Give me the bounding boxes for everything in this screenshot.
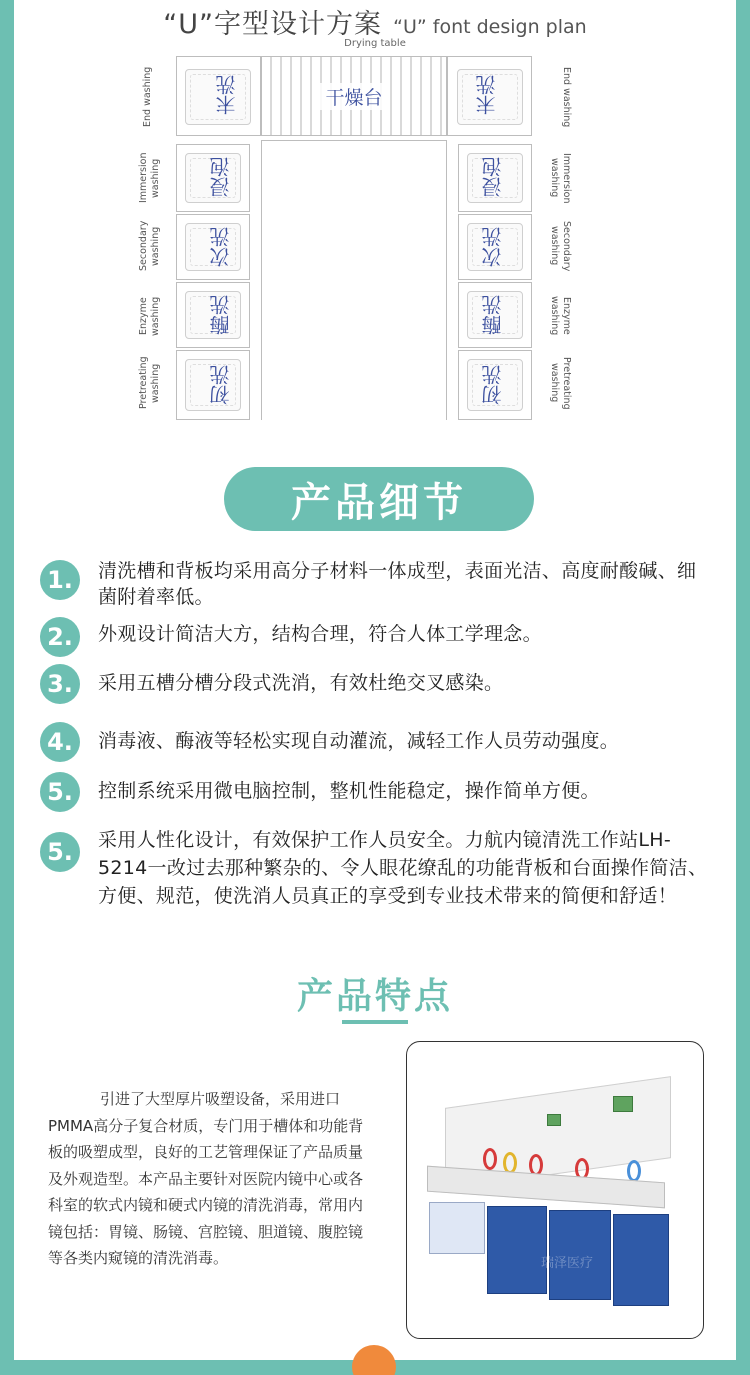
- right-slot-secondary: [458, 214, 532, 280]
- diagram-title: [14, 2, 736, 41]
- left-slot-secondary-label: 次洗: [209, 227, 233, 267]
- drying-table-cn-label: 干燥台: [319, 83, 388, 110]
- drying-table-en-label: Drying table: [344, 38, 406, 49]
- detail-badge-3: 3.: [40, 664, 80, 704]
- detail-item-4: [40, 722, 720, 762]
- detail-item-5: [40, 772, 720, 812]
- u-design-diagram: [14, 0, 736, 440]
- right-slot-enzyme-label: 酶洗: [481, 295, 505, 335]
- left-slot-end-label: 末洗: [215, 75, 239, 115]
- product-cabinet-glass: [429, 1202, 485, 1254]
- detail-badge-1: 1.: [40, 560, 80, 600]
- right-slot-end-label: 末洗: [475, 75, 499, 115]
- left-slot-enzyme: [176, 282, 250, 348]
- features-text: 引进了大型厚片吸塑设备，采用进口PMMA高分子复合材质，专门用于槽体和功能背板的吸塑成型，良好的工艺管理保证了产品质量及外观造型。本产品主要针对医院内镜中心或各科室的软式内镜和硬式内镜的清洗消毒，常用内镜包括：胃镜、肠镜、宫腔镜、胆道镜、腹腔镜等各类内窥镜的清洗消毒。: [48, 1090, 364, 1267]
- features-title: 产品特点: [296, 976, 453, 1017]
- detail-badge-6: 5.: [40, 832, 80, 872]
- detail-item-3: [40, 664, 720, 704]
- left-en-immersion: Immersion washing: [138, 152, 161, 204]
- left-slot-secondary: [176, 214, 250, 280]
- left-slot-immersion-label: 浸泡: [209, 157, 233, 197]
- detail-text-1: 清洗槽和背板均采用高分子材料一体成型，表面光洁、高度耐酸碱、细菌附着率低。: [98, 560, 697, 608]
- right-slot-pretreating: [458, 350, 532, 420]
- detail-item-2: [40, 617, 720, 657]
- left-en-pretreating: Pretreating washing: [138, 356, 161, 410]
- details-title-pill: 产品细节: [224, 467, 534, 531]
- control-screen-icon: [613, 1096, 633, 1112]
- left-slot-pretreating: [176, 350, 250, 420]
- content-card: [14, 0, 736, 1360]
- detail-text-4: 消毒液、酶液等轻松实现自动灌流，减轻工作人员劳动强度。: [98, 730, 620, 752]
- right-slot-secondary-label: 次洗: [481, 227, 505, 267]
- right-slot-enzyme: [458, 282, 532, 348]
- diagram-title-cn: “U”字型设计方案: [163, 9, 383, 40]
- left-en-end: End washing: [142, 66, 153, 128]
- detail-text-5: 控制系统采用微电脑控制，整机性能稳定，操作简单方便。: [98, 780, 600, 802]
- right-en-enzyme: Enzyme washing: [549, 296, 572, 336]
- right-slot-end: [447, 56, 532, 136]
- product-cabinet: [487, 1206, 547, 1294]
- control-screen-icon: [547, 1114, 561, 1126]
- u-inner-space: [261, 140, 447, 420]
- product-photo: [406, 1041, 704, 1339]
- detail-badge-5: 5.: [40, 772, 80, 812]
- detail-text-6: 采用人性化设计，有效保护工作人员安全。力航内镜清洗工作站LH-5214一改过去那种繁杂的、令人眼花缭乱的功能背板和台面操作简洁、方便、规范，使洗消人员真正的享受到专业技术带来的简便和舒适！: [98, 829, 708, 907]
- left-slot-immersion: [176, 144, 250, 212]
- detail-item-1: [40, 560, 720, 616]
- features-title-underline: [342, 1020, 408, 1024]
- hose-coil-icon: [483, 1148, 497, 1170]
- detail-text-3: 采用五槽分槽分段式洗消，有效杜绝交叉感染。: [98, 672, 504, 694]
- left-slot-enzyme-label: 酶洗: [209, 295, 233, 335]
- right-en-end: End washing: [561, 66, 572, 128]
- right-en-secondary: Secondary washing: [549, 220, 572, 272]
- right-en-immersion: Immersion washing: [549, 152, 572, 204]
- left-slot-end: [176, 56, 261, 136]
- hose-coil-icon: [627, 1160, 641, 1182]
- right-slot-immersion-label: 浸泡: [481, 157, 505, 197]
- left-en-enzyme: Enzyme washing: [138, 296, 161, 336]
- left-slot-pretreating-label: 初洗: [209, 365, 233, 405]
- detail-badge-4: 4.: [40, 722, 80, 762]
- photo-watermark: 瑞泽医疗: [540, 1256, 593, 1271]
- detail-badge-2: 2.: [40, 617, 80, 657]
- right-slot-immersion: [458, 144, 532, 212]
- diagram-title-en: “U” font design plan: [393, 16, 587, 38]
- right-slot-pretreating-label: 初洗: [481, 365, 505, 405]
- left-en-secondary: Secondary washing: [138, 220, 161, 272]
- right-en-pretreating: Pretreating washing: [549, 356, 572, 410]
- detail-item-6: [40, 830, 720, 940]
- detail-text-2: 外观设计简洁大方，结构合理，符合人体工学理念。: [98, 623, 542, 645]
